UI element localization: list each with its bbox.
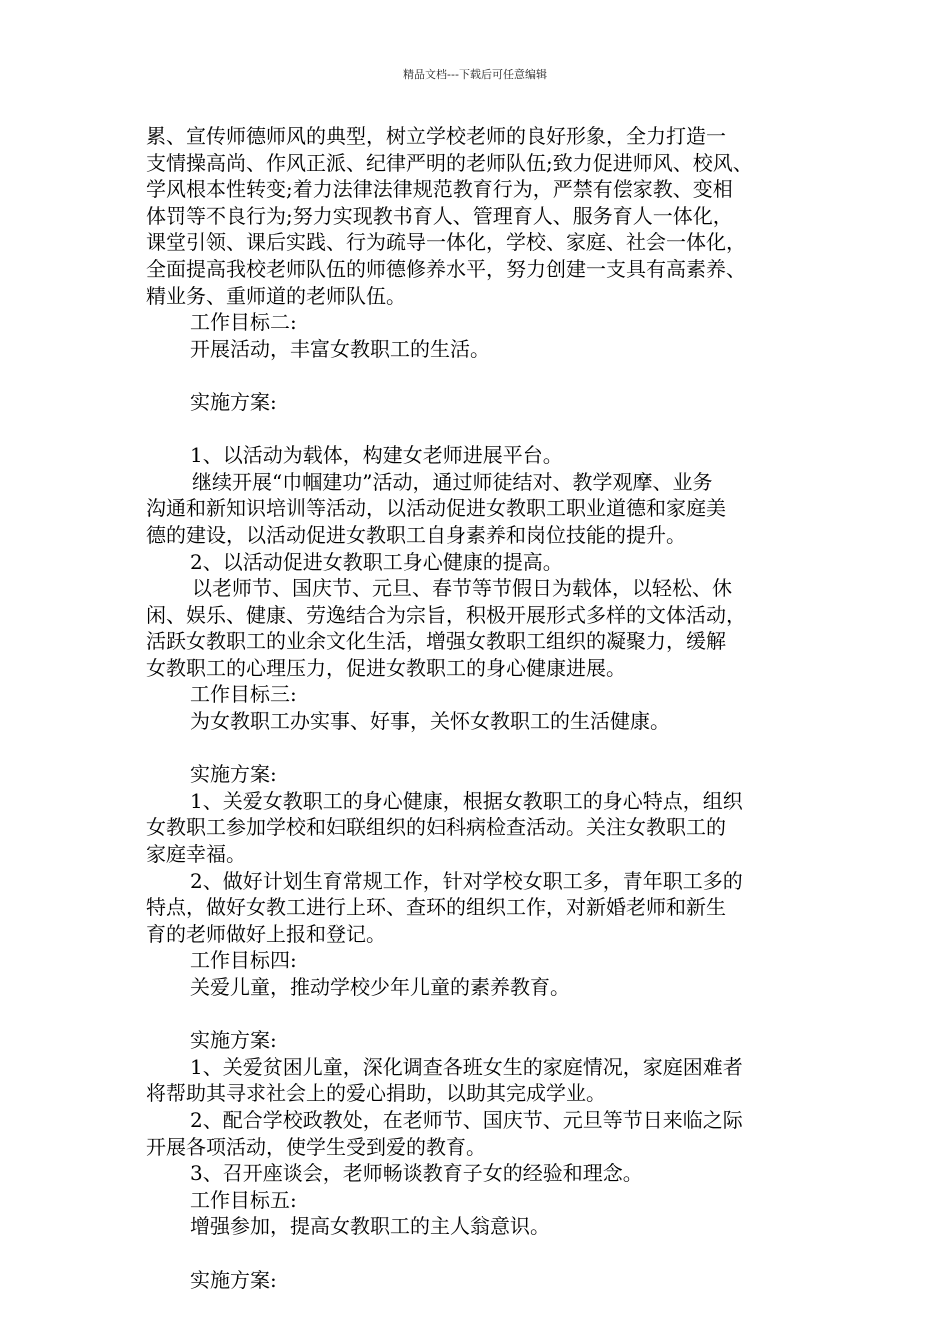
- paragraph-line: 精业务、重师道的老师队伍。: [146, 283, 406, 308]
- blank-line: [146, 1240, 816, 1267]
- paragraph-line: 特点，做好女教工进行上环、查环的组织工作，对新婚老师和新生: [146, 895, 726, 920]
- paragraph-line: 育的老师做好上报和登记。: [146, 921, 386, 946]
- paragraph-line: 将帮助其寻求社会上的爱心捐助，以助其完成学业。: [146, 1081, 606, 1106]
- paragraph-line: 女教职工的心理压力，促进女教职工的身心健康进展。: [146, 655, 626, 680]
- paragraph-line: 课堂引领、课后实践、行为疏导一体化，学校、家庭、社会一体化，: [146, 230, 746, 255]
- paragraph-line: 以老师节、国庆节、元旦、春节等节假日为载体，以轻松、休: [192, 576, 732, 601]
- section-heading-goal-5: 工作目标五:: [190, 1187, 297, 1212]
- plan-heading: 实施方案:: [190, 1267, 277, 1292]
- goal-description: 为女教职工办实事、好事，关怀女教职工的生活健康。: [190, 709, 670, 734]
- plan-heading: 实施方案:: [190, 1028, 277, 1053]
- plan-item: 3、召开座谈会，老师畅谈教育子女的经验和理念。: [190, 1161, 643, 1186]
- paragraph-line: 闲、娱乐、健康、劳逸结合为宗旨，积极开展形式多样的文体活动，: [146, 602, 746, 627]
- paragraph-line: 沟通和新知识培训等活动，以活动促进女教职工职业道德和家庭美: [146, 496, 726, 521]
- section-heading-goal-3: 工作目标三:: [190, 682, 297, 707]
- paragraph-line: 德的建设，以活动促进女教职工自身素养和岗位技能的提升。: [146, 522, 686, 547]
- document-body: [146, 123, 816, 1293]
- goal-description: 开展活动，丰富女教职工的生活。: [190, 336, 490, 361]
- plan-item: 2、以活动促进女教职工身心健康的提高。: [190, 549, 563, 574]
- blank-line: [146, 362, 816, 389]
- paragraph-line: 开展各项活动，使学生受到爱的教育。: [146, 1134, 486, 1159]
- paragraph-line: 学风根本性转变;着力法律法律规范教育行为，严禁有偿家教、变相: [146, 177, 733, 202]
- goal-description: 增强参加，提高女教职工的主人翁意识。: [190, 1214, 550, 1239]
- plan-heading: 实施方案:: [190, 389, 277, 414]
- plan-item: 1、关爱贫困儿童，深化调查各班女生的家庭情况，家庭困难者: [190, 1054, 743, 1079]
- page-header: 精品文档---下载后可任意编辑: [403, 68, 547, 81]
- plan-item: 2、做好计划生育常规工作，针对学校女职工多，青年职工多的: [190, 868, 743, 893]
- paragraph-line: 家庭幸福。: [146, 842, 246, 867]
- paragraph-line: 活跃女教职工的业余文化生活，增强女教职工组织的凝聚力，缓解: [146, 629, 726, 654]
- plan-heading: 实施方案:: [190, 762, 277, 787]
- plan-item: 2、配合学校政教处，在老师节、国庆节、元旦等节日来临之际: [190, 1107, 743, 1132]
- plan-item: 1、以活动为载体，构建女老师进展平台。: [190, 443, 563, 468]
- section-heading-goal-4: 工作目标四:: [190, 948, 297, 973]
- paragraph-line: 支情操高尚、作风正派、纪律严明的老师队伍;致力促进师风、校风、: [146, 150, 753, 175]
- paragraph-line: 继续开展“巾帼建功”活动，通过师徒结对、教学观摩、业务: [192, 469, 713, 494]
- section-heading-goal-2: 工作目标二:: [190, 310, 297, 335]
- paragraph-line: 女教职工参加学校和妇联组织的妇科病检查活动。关注女教职工的: [146, 815, 726, 840]
- blank-line: [146, 735, 816, 762]
- blank-line: [146, 416, 816, 443]
- paragraph-line: 体罚等不良行为;努力实现教书育人、管理育人、服务育人一体化，: [146, 203, 733, 228]
- goal-description: 关爱儿童，推动学校少年儿童的素养教育。: [190, 975, 570, 999]
- blank-line: [146, 1001, 816, 1028]
- plan-item: 1、关爱女教职工的身心健康，根据女教职工的身心特点，组织: [190, 788, 743, 813]
- paragraph-line: 全面提高我校老师队伍的师德修养水平，努力创建一支具有高素养、: [146, 256, 746, 281]
- paragraph-line: 累、宣传师德师风的典型，树立学校老师的良好形象，全力打造一: [146, 124, 726, 148]
